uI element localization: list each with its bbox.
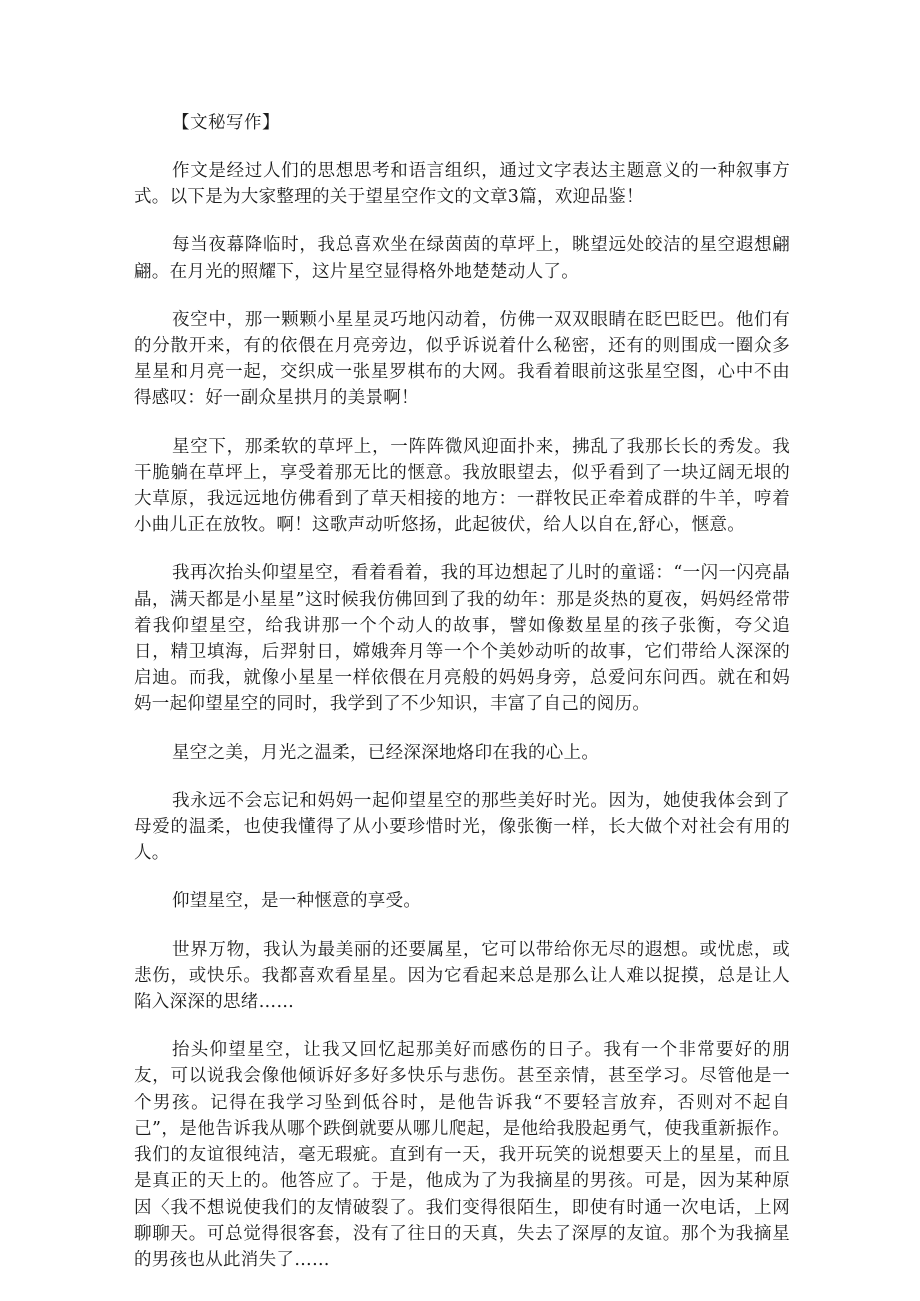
paragraph: 星空之美，月光之温柔，已经深深地烙印在我的心上。 (172, 742, 600, 763)
paragraph: 星空下，那柔软的草坪上，一阵阵微风迎面扑来，拂乱了我那长长的秀发。我干脆躺在草坪上，享受着那无比的惬意。我放眼望去，似乎看到了一块辽阔无垠的大草原，我远远地仿佛看到了草天相接的地方：一群牧民正牵着成群的牛羊，哼着小曲儿正在放牧。啊！这歌声动听悠扬，此起彼伏，给人以自在,舒心，惬意。 (134, 436, 790, 536)
paragraph: 仰望星空，是一种惬意的享受。 (172, 891, 422, 912)
document-page (134, 110, 790, 1295)
paragraph: 世界万物，我认为最美丽的还要属星，它可以带给你无尽的遐想。或忧虑，或悲伤，或快乐。我都喜欢看星星。因为它看起来总是那么让人难以捉摸，总是让人陷入深深的思绪…… (134, 939, 790, 1013)
paragraph: 每当夜幕降临时，我总喜欢坐在绿茵茵的草坪上，眺望远处皎洁的星空遐想翩翩。在月光的照耀下，这片星空显得格外地楚楚动人了。 (134, 235, 790, 282)
paragraph: 抬头仰望星空，让我又回忆起那美好而感伤的日子。我有一个非常要好的朋友，可以说我会像他倾诉好多好多快乐与悲伤。甚至亲情，甚至学习。尽管他是一个男孩。记得在我学习坠到低谷时，是他告诉我“不要轻言放弃，否则对不起自己”，是他告诉我从哪个跌倒就要从哪儿爬起，是他给我股起勇气，使我重新振作。我们的友谊很纯洁，毫无瑕疵。直到有一天，我开玩笑的说想要天上的星星，而且是真正的天上的。他答应了。于是，他成为了为我摘星的男孩。可是，因为某种原因〈我不想说使我们的友情破裂了。我们变得很陌生，即使有时通一次电话，上网聊聊天。可总觉得很客套，没有了往日的天真，失去了深厚的友谊。那个为我摘星的男孩也从此消失了…… (134, 1040, 790, 1270)
document-heading: 【文秘写作】 (172, 113, 280, 133)
paragraph: 作文是经过人们的思想思考和语言组织，通过文字表达主题意义的一种叙事方式。以下是为大家整理的关于望星空作文的文章3篇，欢迎品鉴！ (134, 161, 790, 208)
paragraph: 夜空中，那一颗颗小星星灵巧地闪动着，仿佛一双双眼睛在眨巴眨巴。他们有的分散开来，有的依偎在月亮旁边，似乎诉说着什么秘密，还有的则围成一圈众多星星和月亮一起，交织成一张星罗棋布的大网。我看着眼前这张星空图，心中不由得感叹：好一副众星拱月的美景啊！ (134, 309, 790, 409)
paragraph: 我再次抬头仰望星空，看着看着，我的耳边想起了儿时的童谣：“一闪一闪亮晶晶，满天都是小星星”这时候我仿佛回到了我的幼年：那是炎热的夏夜，妈妈经常带着我仰望星空，给我讲那一个个动人的故事，譬如像数星星的孩子张衡，夸父追日，精卫填海，后羿射日，嫦娥奔月等一个个美妙动听的故事，它们带给人深深的启迪。而我，就像小星星一样依偎在月亮般的妈妈身旁，总爱问东问西。就在和妈妈一起仰望星空的同时，我学到了不少知识，丰富了自己的阅历。 (134, 563, 790, 715)
paragraph: 我永远不会忘记和妈妈一起仰望星空的那些美好时光。因为，她使我体会到了母爱的温柔，也使我懂得了从小要珍惜时光，像张衡一样，长大做个对社会有用的人。 (134, 790, 790, 864)
